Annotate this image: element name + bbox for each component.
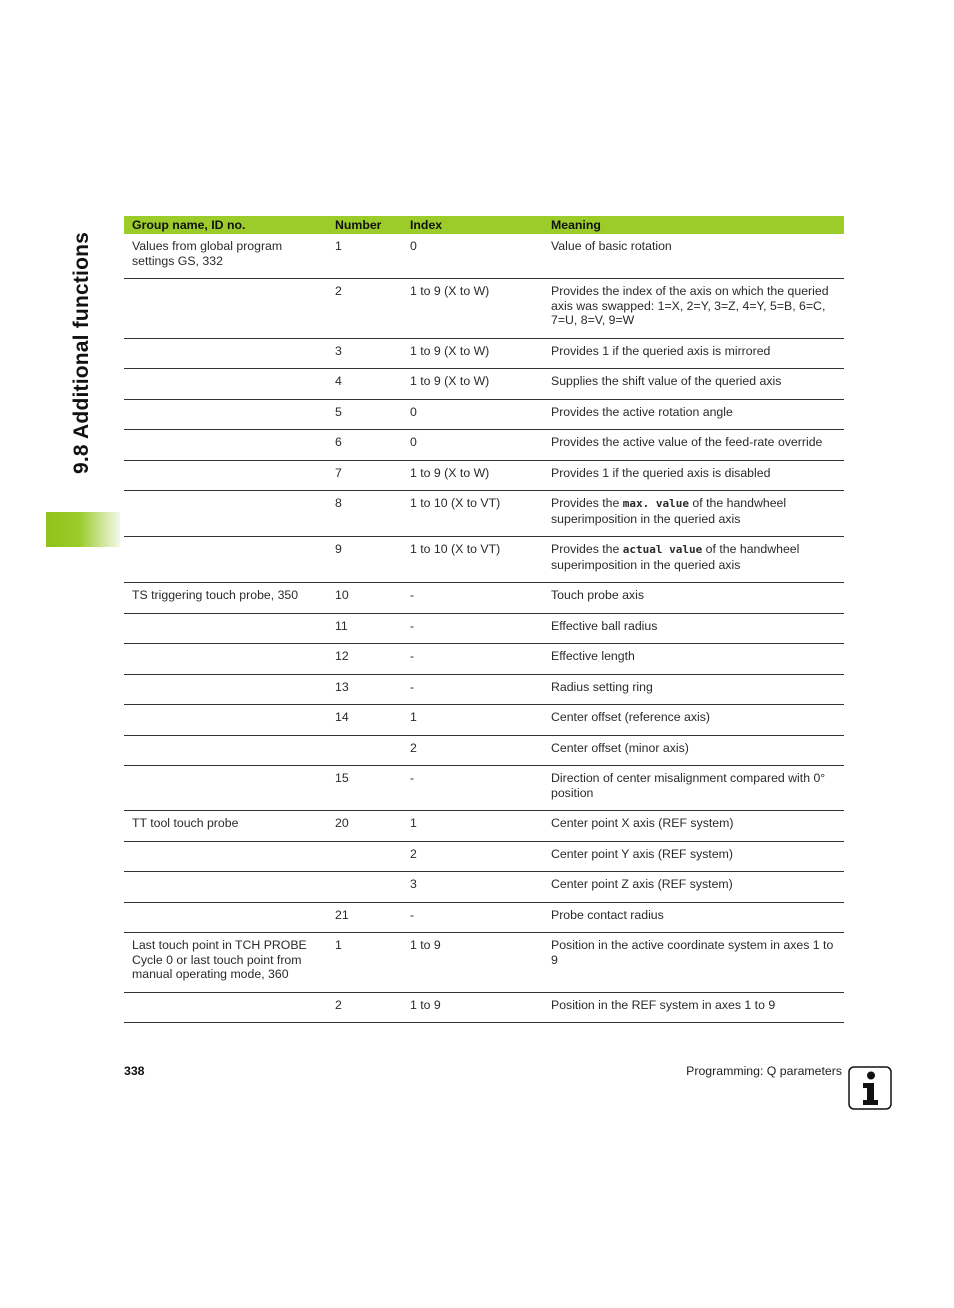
cell-number: 5: [327, 399, 402, 430]
meaning-text-post: of the handwheel superimposition in the queried axis: [551, 542, 800, 572]
cell-group: [124, 735, 327, 766]
cell-index: 0: [402, 399, 543, 430]
cell-meaning: Center point X axis (REF system): [543, 811, 844, 842]
cell-meaning: Center offset (reference axis): [543, 705, 844, 736]
chapter-tab-marker: [46, 512, 120, 547]
cell-group: Last touch point in TCH PROBE Cycle 0 or last touch point from manual operating mode, 360: [124, 933, 327, 993]
cell-meaning: Provides 1 if the queried axis is mirrored: [543, 338, 844, 369]
cell-meaning: Provides the active rotation angle: [543, 399, 844, 430]
cell-number: 3: [327, 338, 402, 369]
table-row: [124, 841, 844, 872]
cell-meaning: [543, 537, 844, 583]
cell-number: 7: [327, 460, 402, 491]
cell-group: [124, 841, 327, 872]
cell-group: TS triggering touch probe, 350: [124, 583, 327, 614]
table-header-row: [124, 216, 844, 234]
cell-group: [124, 992, 327, 1023]
cell-index: 1 to 9: [402, 992, 543, 1023]
cell-number: 4: [327, 369, 402, 400]
cell-index: 2: [402, 735, 543, 766]
cell-index: 1 to 9 (X to W): [402, 338, 543, 369]
cell-number: 6: [327, 430, 402, 461]
cell-group: [124, 674, 327, 705]
chapter-side-title: 9.8 Additional functions: [70, 231, 93, 474]
cell-number: 2: [327, 279, 402, 339]
cell-number: 13: [327, 674, 402, 705]
cell-number: [327, 841, 402, 872]
cell-index: 1 to 9: [402, 933, 543, 993]
table-row: [124, 992, 844, 1023]
cell-meaning: Center offset (minor axis): [543, 735, 844, 766]
cell-meaning: Provides 1 if the queried axis is disabled: [543, 460, 844, 491]
cell-number: 1: [327, 933, 402, 993]
cell-meaning: Supplies the shift value of the queried axis: [543, 369, 844, 400]
cell-group: [124, 644, 327, 675]
table-row: [124, 613, 844, 644]
cell-group: [124, 399, 327, 430]
meaning-text-post: of the handwheel superimposition in the queried axis: [551, 496, 787, 526]
cell-group: [124, 430, 327, 461]
cell-number: 15: [327, 766, 402, 811]
info-icon[interactable]: [848, 1066, 892, 1110]
cell-index: 1 to 9 (X to W): [402, 460, 543, 491]
cell-meaning: Position in the active coordinate system in axes 1 to 9: [543, 933, 844, 993]
cell-meaning: Touch probe axis: [543, 583, 844, 614]
header-meaning: Meaning: [543, 216, 844, 234]
cell-meaning: [543, 491, 844, 537]
table-row: [124, 234, 844, 279]
cell-number: [327, 735, 402, 766]
cell-group: [124, 338, 327, 369]
meaning-text-pre: Provides the: [551, 542, 623, 556]
table-row: [124, 491, 844, 537]
cell-group: TT tool touch probe: [124, 811, 327, 842]
cell-index: 2: [402, 841, 543, 872]
table-row: [124, 583, 844, 614]
cell-index: -: [402, 583, 543, 614]
cell-meaning: Direction of center misalignment compared with 0° position: [543, 766, 844, 811]
cell-meaning: Probe contact radius: [543, 902, 844, 933]
cell-meaning: Center point Y axis (REF system): [543, 841, 844, 872]
cell-number: 11: [327, 613, 402, 644]
cell-group: [124, 902, 327, 933]
table-row: [124, 460, 844, 491]
cell-group: [124, 369, 327, 400]
cell-number: 20: [327, 811, 402, 842]
table-row: [124, 933, 844, 993]
cell-meaning: Radius setting ring: [543, 674, 844, 705]
cell-index: -: [402, 902, 543, 933]
cell-meaning: Effective ball radius: [543, 613, 844, 644]
cell-group: [124, 705, 327, 736]
table-row: [124, 705, 844, 736]
table-row: [124, 279, 844, 339]
table-row: [124, 872, 844, 903]
table-row: [124, 430, 844, 461]
cell-number: 9: [327, 537, 402, 583]
cell-group: Values from global program settings GS, 332: [124, 234, 327, 279]
cell-group: [124, 491, 327, 537]
table-row: [124, 902, 844, 933]
table-row: [124, 338, 844, 369]
cell-index: 1 to 10 (X to VT): [402, 491, 543, 537]
cell-index: 1 to 9 (X to W): [402, 279, 543, 339]
table-row: [124, 766, 844, 811]
cell-meaning: Center point Z axis (REF system): [543, 872, 844, 903]
cell-index: 0: [402, 234, 543, 279]
table-row: [124, 735, 844, 766]
cell-group: [124, 279, 327, 339]
cell-index: -: [402, 644, 543, 675]
cell-group: [124, 613, 327, 644]
header-number: Number: [327, 216, 402, 234]
cell-number: 10: [327, 583, 402, 614]
table-row: [124, 644, 844, 675]
cell-index: 1 to 9 (X to W): [402, 369, 543, 400]
header-group: Group name, ID no.: [124, 216, 327, 234]
cell-meaning: Effective length: [543, 644, 844, 675]
cell-index: 3: [402, 872, 543, 903]
table-row: [124, 369, 844, 400]
meaning-code: max. value: [622, 497, 690, 510]
cell-number: 1: [327, 234, 402, 279]
cell-number: 21: [327, 902, 402, 933]
table-row: [124, 811, 844, 842]
cell-meaning: Provides the index of the axis on which the queried axis was swapped: 1=X, 2=Y, 3=Z, 4=Y, 5=B, 6=C, 7=U, 8=V, 9=W: [543, 279, 844, 339]
cell-group: [124, 766, 327, 811]
cell-meaning: Position in the REF system in axes 1 to 9: [543, 992, 844, 1023]
cell-index: 0: [402, 430, 543, 461]
cell-meaning: Value of basic rotation: [543, 234, 844, 279]
cell-index: 1 to 10 (X to VT): [402, 537, 543, 583]
cell-index: -: [402, 766, 543, 811]
table-row: [124, 399, 844, 430]
header-index: Index: [402, 216, 543, 234]
cell-number: 12: [327, 644, 402, 675]
table-row: [124, 674, 844, 705]
cell-index: -: [402, 674, 543, 705]
meaning-code: actual value: [622, 543, 703, 556]
cell-meaning: Provides the active value of the feed-rate override: [543, 430, 844, 461]
table-row: [124, 537, 844, 583]
footer-chapter-text: Programming: Q parameters: [686, 1064, 842, 1078]
cell-group: [124, 537, 327, 583]
cell-group: [124, 872, 327, 903]
cell-number: 8: [327, 491, 402, 537]
cell-number: [327, 872, 402, 903]
cell-index: 1: [402, 811, 543, 842]
cell-group: [124, 460, 327, 491]
cell-index: 1: [402, 705, 543, 736]
cell-number: 14: [327, 705, 402, 736]
parameter-table: [124, 216, 844, 1023]
cell-index: -: [402, 613, 543, 644]
meaning-text-pre: Provides the: [551, 496, 623, 510]
cell-number: 2: [327, 992, 402, 1023]
page-number: 338: [124, 1064, 145, 1078]
